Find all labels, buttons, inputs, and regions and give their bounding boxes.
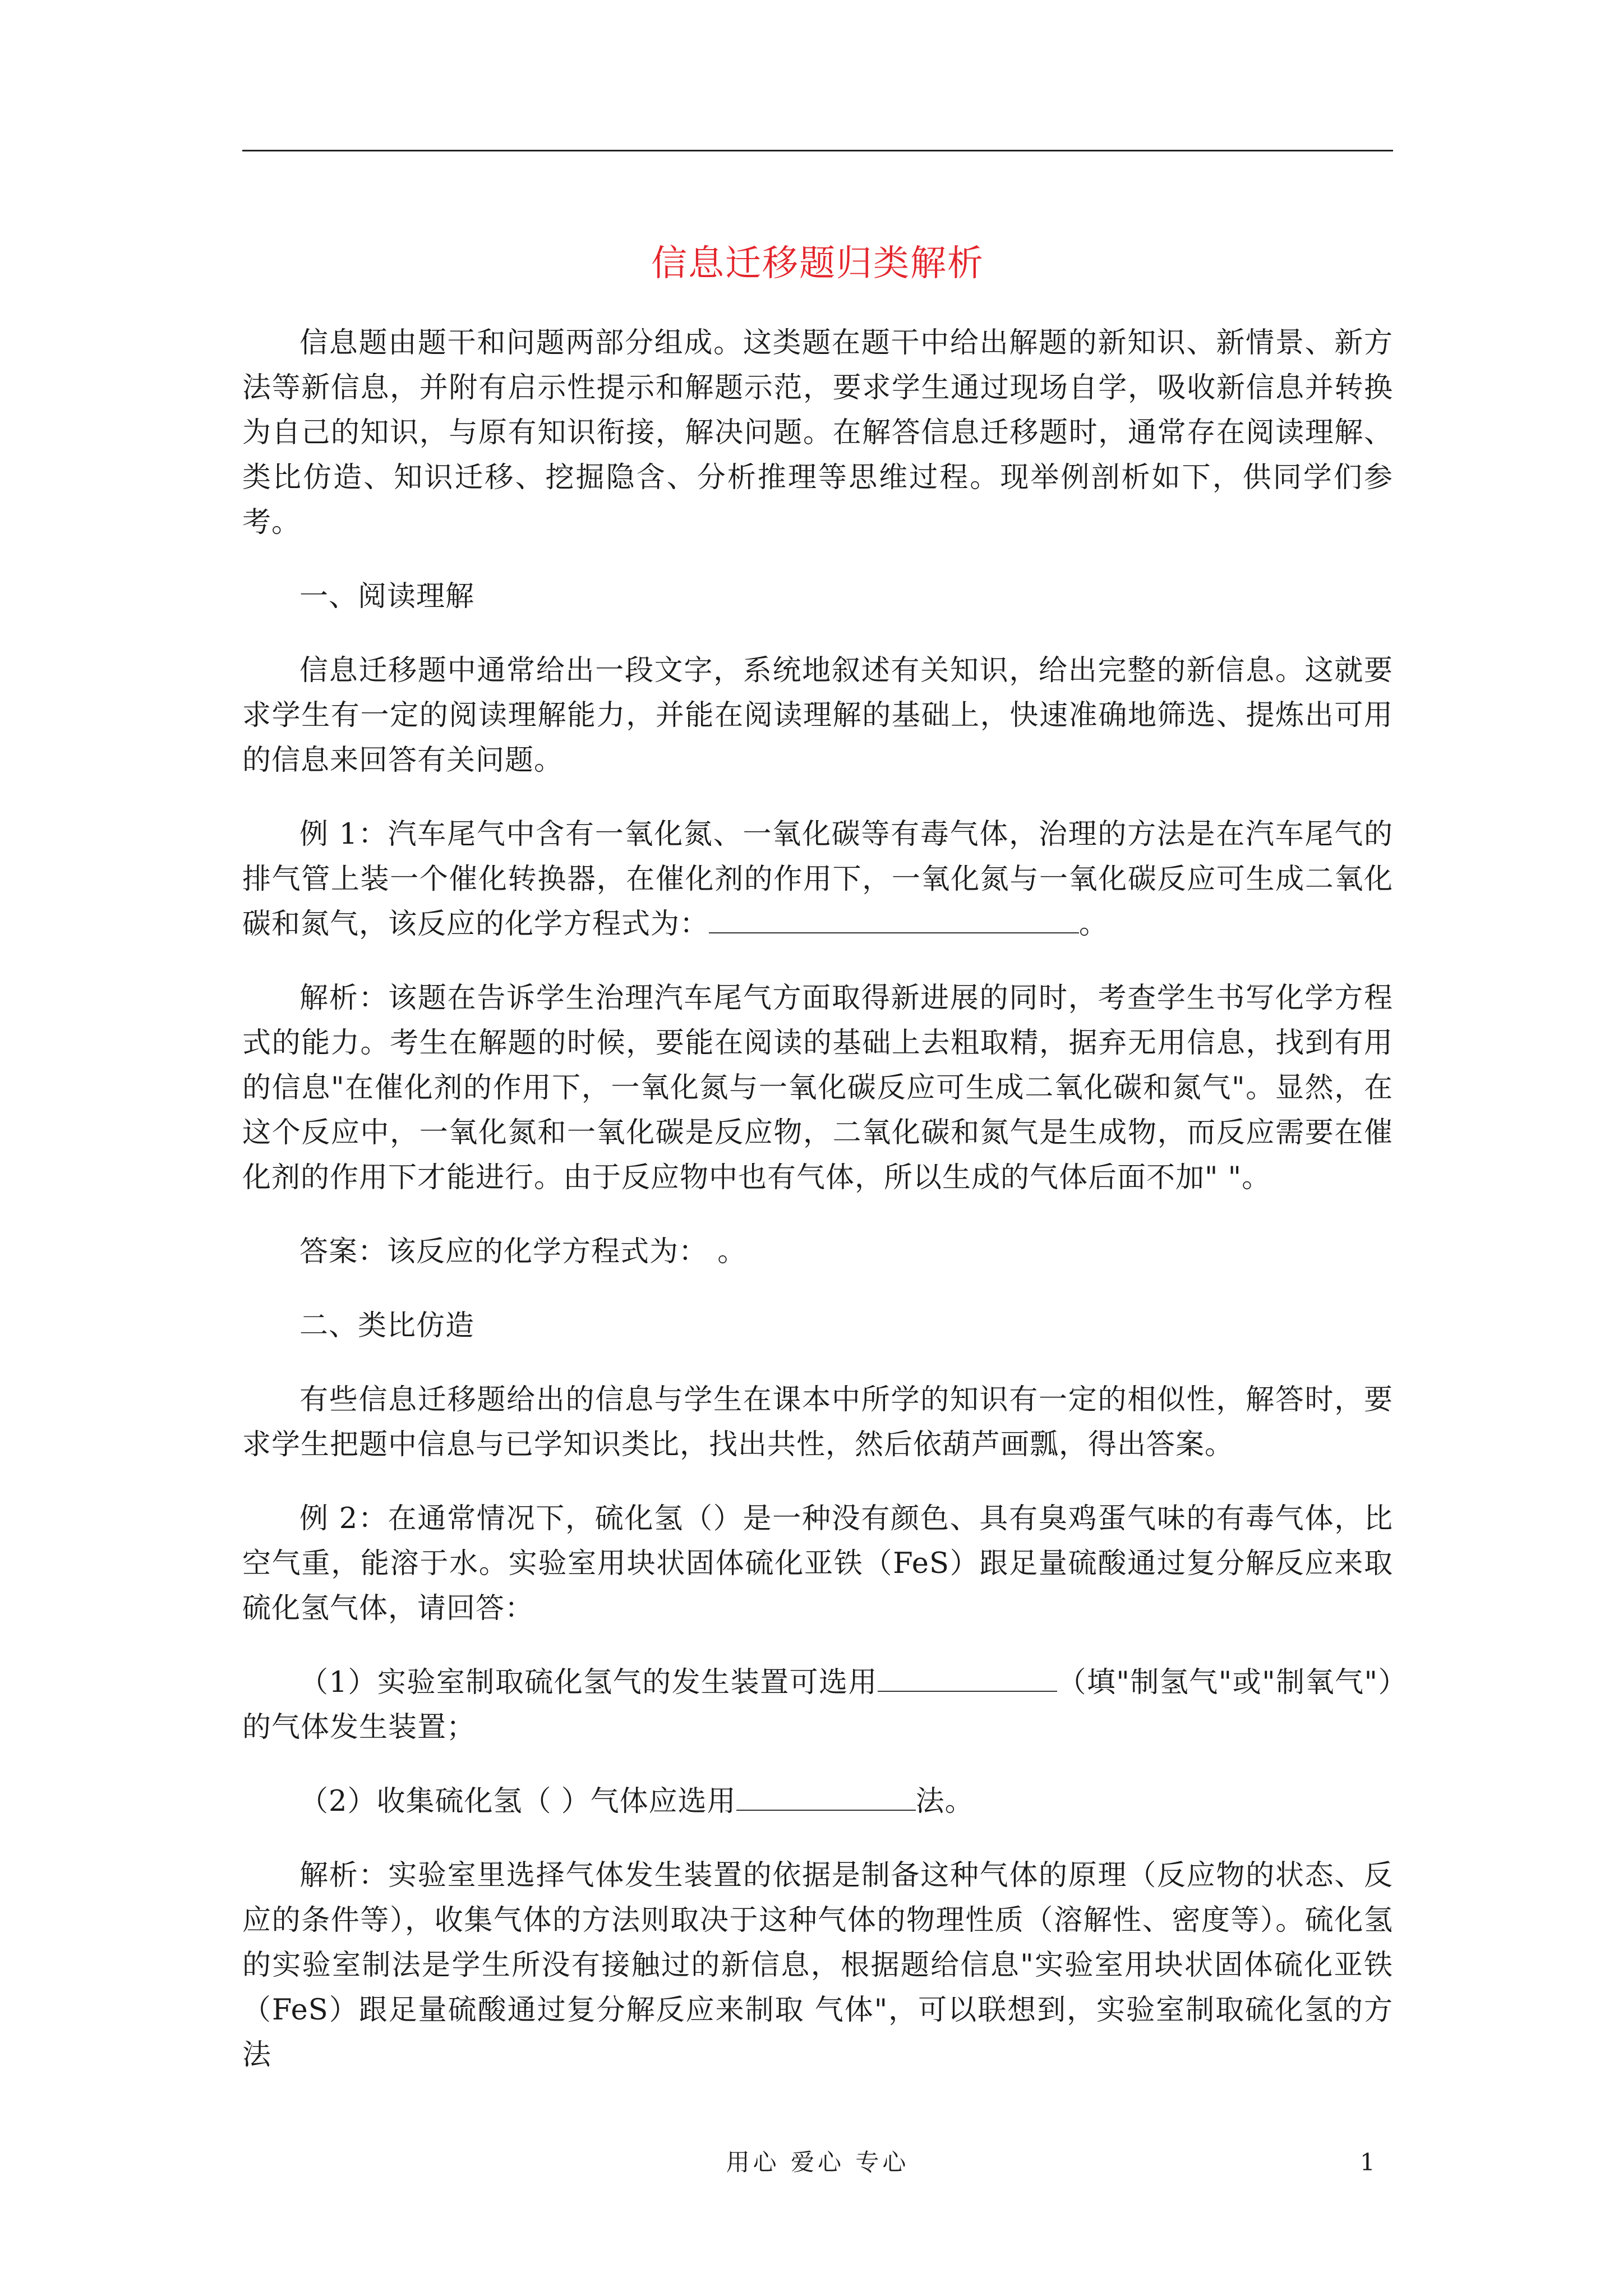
section-1-paragraph: 信息迁移题中通常给出一段文字，系统地叙述有关知识，给出完整的新信息。这就要求学生有一定的阅读理解能力，并能在阅读理解的基础上，快速准确地筛选、提炼出可用的信息来回答有关问题。 bbox=[242, 654, 1393, 777]
answer-blank bbox=[736, 1780, 916, 1811]
page-number: 1 bbox=[1360, 2148, 1375, 2176]
example-1 bbox=[242, 812, 1393, 947]
example-2: 例 2：在通常情况下，硫化氢（）是一种没有颜色、具有臭鸡蛋气味的有毒气体，比空气重，能溶于水。实验室用块状固体硫化亚铁（FeS）跟足量硫酸通过复分解反应来取硫化氢气体，请回答： bbox=[242, 1502, 1393, 1625]
question-2 bbox=[242, 1779, 1393, 1824]
question-1-text: （1）实验室制取硫化氢气的发生装置可选用 bbox=[299, 1666, 878, 1699]
example-1-end: 。 bbox=[1079, 908, 1109, 941]
example-1-answer: 答案：该反应的化学方程式为： 。 bbox=[299, 1235, 747, 1268]
page-title: 信息迁移题归类解析 bbox=[651, 242, 984, 284]
document-body bbox=[242, 321, 1393, 2078]
answer-blank bbox=[709, 903, 1079, 933]
example-1-analysis: 解析：该题在告诉学生治理汽车尾气方面取得新进展的同时，考查学生书写化学方程式的能力。考生在解题的时候，要能在阅读的基础上去粗取精，据弃无用信息，找到有用的信息"在催化剂的作用下，一氧化氮与一氧化碳反应可生成二氧化碳和氮气"。显然，在这个反应中，一氧化氮和一氧化碳是反应物，二氧化碳和氮气是生成物，而反应需要在催化剂的作用下才能进行。由于反应物中也有气体，所以生成的气体后面不加" "。 bbox=[242, 982, 1393, 1194]
footer-motto: 用心 爱心 专心 bbox=[726, 2148, 910, 2176]
question-2-end: 法。 bbox=[915, 1785, 974, 1818]
header-rule bbox=[242, 150, 1393, 151]
section-2-paragraph: 有些信息迁移题给出的信息与学生在课本中所学的知识有一定的相似性，解答时，要求学生把题中信息与已学知识类比，找出共性，然后依葫芦画瓢，得出答案。 bbox=[242, 1383, 1393, 1461]
example-2-analysis: 解析：实验室里选择气体发生装置的依据是制备这种气体的原理（反应物的状态、反应的条件等），收集气体的方法则取决于这种气体的物理性质（溶解性、密度等）。硫化氢的实验室制法是学生所没有接触过的新信息，根据题给信息"实验室用块状固体硫化亚铁（FeS）跟足量硫酸通过复分解反应来制取 气体"，可以联想到，实验室制取硫化氢的方法 bbox=[242, 1859, 1393, 2072]
section-1-heading: 一、阅读理解 bbox=[299, 580, 475, 613]
question-2-text: （2）收集硫化氢（ ）气体应选用 bbox=[299, 1785, 736, 1818]
intro-paragraph: 信息题由题干和问题两部分组成。这类题在题干中给出解题的新知识、新情景、新方法等新信息，并附有启示性提示和解题示范，要求学生通过现场自学，吸收新信息并转换为自己的知识，与原有知识衔接，解决问题。在解答信息迁移题时，通常存在阅读理解、类比仿造、知识迁移、挖掘隐含、分析推理等思维过程。现举例剖析如下，供同学们参考。 bbox=[242, 326, 1393, 539]
answer-blank bbox=[878, 1662, 1057, 1692]
question-1 bbox=[242, 1660, 1393, 1750]
question-1-end: （填"制氢气"或"制氧气"）的气体发生装置； bbox=[242, 1666, 1393, 1744]
example-1-text: 例 1：汽车尾气中含有一氧化氮、一氧化碳等有毒气体，治理的方法是在汽车尾气的排气管上装一个催化转换器，在催化剂的作用下，一氧化氮与一氧化碳反应可生成二氧化碳和氮气，该反应的化学方程式为： bbox=[242, 818, 1393, 941]
section-2-heading: 二、类比仿造 bbox=[299, 1309, 475, 1342]
